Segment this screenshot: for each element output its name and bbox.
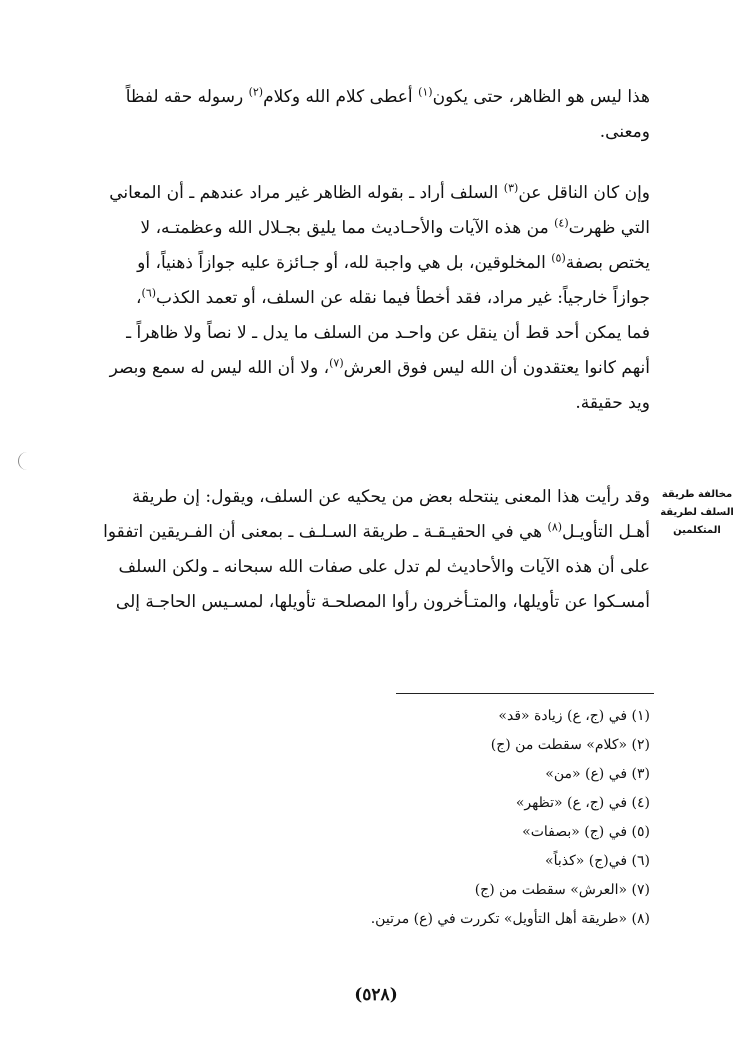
page-number: (٥٢٨) (354, 985, 398, 1005)
footnote-marker-4[interactable]: (٤) (554, 216, 569, 230)
text-line: أمسـكوا عن تأويلها، والمتـأخرون رأوا المصلحـة تأويلها، لمسـيس الحاجـة إلى (115, 592, 650, 612)
text-line: أهـل التأويـل$^{(٨)}$ هي في الحقيـقـة ـ طريقة السـلـف ـ بمعنى أن الفـريقين اتفقوا (103, 520, 650, 542)
footnote-item: (٨) «طريقة أهل التأويل» تكررت في (ع) مرتين. (370, 911, 650, 927)
text-line: جوازاً خارجياً: غير مراد، فقد أخطأ فيما نقله عن السلف، أو تعمد الكذب$^{(٦)}$، (136, 286, 650, 308)
footnote-item: (٢) «كلام» سقطت من (ج) (490, 737, 650, 753)
margin-heading-line: السلف لطريقة (660, 507, 734, 518)
text-line: ومعنى. (599, 122, 650, 142)
text-line: على أن هذه الآيات والأحاديث لم تدل على صفات الله سبحانه ـ ولكن السلف (118, 557, 650, 577)
paragraph-2 (50, 176, 650, 421)
footnotes-list (250, 702, 650, 934)
footnote-separator (396, 693, 654, 694)
margin-bracket-mark (18, 452, 29, 470)
footnote-marker-6[interactable]: (٦) (141, 286, 157, 300)
footnote-item: (٧) «العرش» سقطت من (ج) (474, 882, 650, 898)
footnote-item: (٥) في (ج) «بصفات» (522, 824, 650, 840)
margin-heading-line: المتكلمين (673, 525, 721, 536)
footnote-marker-8[interactable]: (٨) (547, 520, 563, 534)
paragraph-1 (50, 80, 650, 150)
text-line: فما يمكن أحد قط أن ينقل عن واحـد من السلف ما يدل ـ لا نصاً ولا ظاهراً ـ (126, 323, 650, 343)
text-line: هذا ليس هو الظاهر، حتى يكون$^{(١)}$ أعطى كلام الله وكلام$^{(٢)}$ رسوله حقه لفظاً (125, 85, 650, 107)
footnote-marker-3[interactable]: (٣) (503, 181, 519, 195)
footnote-item: (١) في (ج، ع) زيادة «قد» (498, 708, 650, 724)
footnote-marker-1[interactable]: (١) (418, 85, 433, 99)
text-line: وإن كان الناقل عن$^{(٣)}$ السلف أراد ـ بقوله الظاهر غير مراد عندهم ـ أن المعاني (109, 181, 650, 203)
margin-heading-line: مخالفة طريقة (661, 489, 733, 500)
footnote-item: (٦) في(ج) «كذباً» (545, 853, 650, 869)
footnote-item: (٣) في (ع) «من» (545, 766, 650, 782)
footnote-marker-7[interactable]: (٧) (329, 356, 344, 370)
text-line: التي ظهرت$^{(٤)}$ من هذه الآيات والأحـاديث مما يليق بجـلال الله وعظمتـه، لا (140, 216, 650, 238)
margin-heading (656, 486, 738, 540)
footnote-item: (٤) في (ج، ع) «تظهر» (515, 795, 650, 811)
text-line: أنهم كانوا يعتقدون أن الله ليس فوق العرش$^{(٧)}$، ولا أن الله ليس له سمع وبصر (109, 356, 650, 378)
text-line: ويد حقيقة. (575, 393, 650, 413)
text-line: يختص بصفة$^{(٥)}$ المخلوقين، بل هي واجبة لله، أو جـائزة عليه جوازاً ذهنياً، أو (137, 251, 650, 273)
footnote-marker-2[interactable]: (٢) (248, 85, 264, 99)
footnote-marker-5[interactable]: (٥) (551, 251, 566, 265)
text-line: وقد رأيت هذا المعنى ينتحله بعض من يحكيه عن السلف، ويقول: إن طريقة (132, 487, 650, 507)
paragraph-3 (50, 480, 650, 620)
